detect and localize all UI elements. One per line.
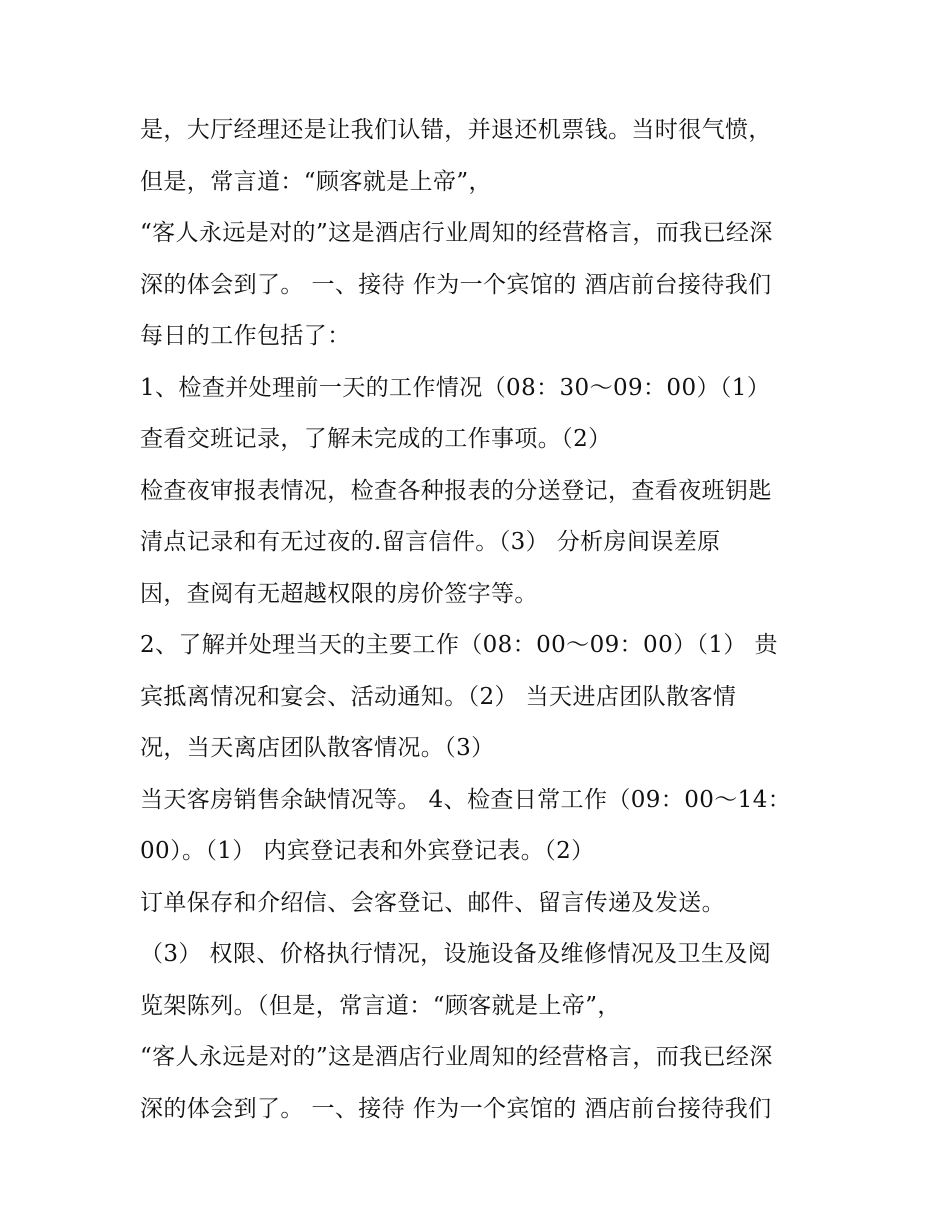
text-line: 深的体会到了。 一、接待 作为一个宾馆的 酒店前台接待我们: [140, 1095, 772, 1122]
text-line: “客人永远是对的”这是酒店行业周知的经营格言，而我已经深: [140, 1044, 773, 1070]
text-line: 况，当天离店团队散客情况。（3）: [140, 735, 495, 761]
text-line: 每日的工作包括了：: [140, 323, 351, 349]
text-line: 深的体会到了。 一、接待 作为一个宾馆的 酒店前台接待我们: [140, 271, 772, 298]
text-line: 览架陈列。（但是，常言道：“顾客就是上帝”，: [140, 992, 621, 1019]
text-line: 因，查阅有无超越权限的房价签字等。: [140, 580, 538, 607]
text-line: 查看交班记录，了解未完成的工作事项。（2）: [140, 426, 612, 452]
body-text: [140, 105, 840, 1135]
text-line: 但是，常言道：“顾客就是上帝”，: [140, 168, 492, 195]
text-line: 1、检查并处理前一天的工作情况（08：30～09：00）（1）: [140, 374, 771, 401]
text-line: （3） 权限、价格执行情况，设施设备及维修情况及卫生及阅: [140, 941, 772, 967]
text-line: 是，大厅经理还是让我们认错，并退还机票钱。当时很气愤，: [140, 117, 772, 143]
text-line: 检查夜审报表情况，检查各种报表的分送登记，查看夜班钥匙: [140, 477, 772, 504]
text-line: 2、了解并处理当天的主要工作（08：00～09：00）（1） 贵: [140, 632, 778, 658]
text-line: 清点记录和有无过夜的.留言信件。（3） 分析房间误差原: [140, 529, 721, 555]
text-line: “客人永远是对的”这是酒店行业周知的经营格言，而我已经深: [140, 220, 773, 246]
text-line: 00）。（1） 内宾登记表和外宾登记表。（2）: [140, 838, 595, 864]
text-line: 当天客房销售余缺情况等。 4、检查日常工作（09：00～14：: [140, 786, 792, 813]
text-line: 宾抵离情况和宴会、活动通知。（2） 当天进店团队散客情: [140, 683, 737, 710]
text-line: 订单保存和介绍信、会客登记、邮件、留言传递及发送。: [140, 889, 725, 916]
